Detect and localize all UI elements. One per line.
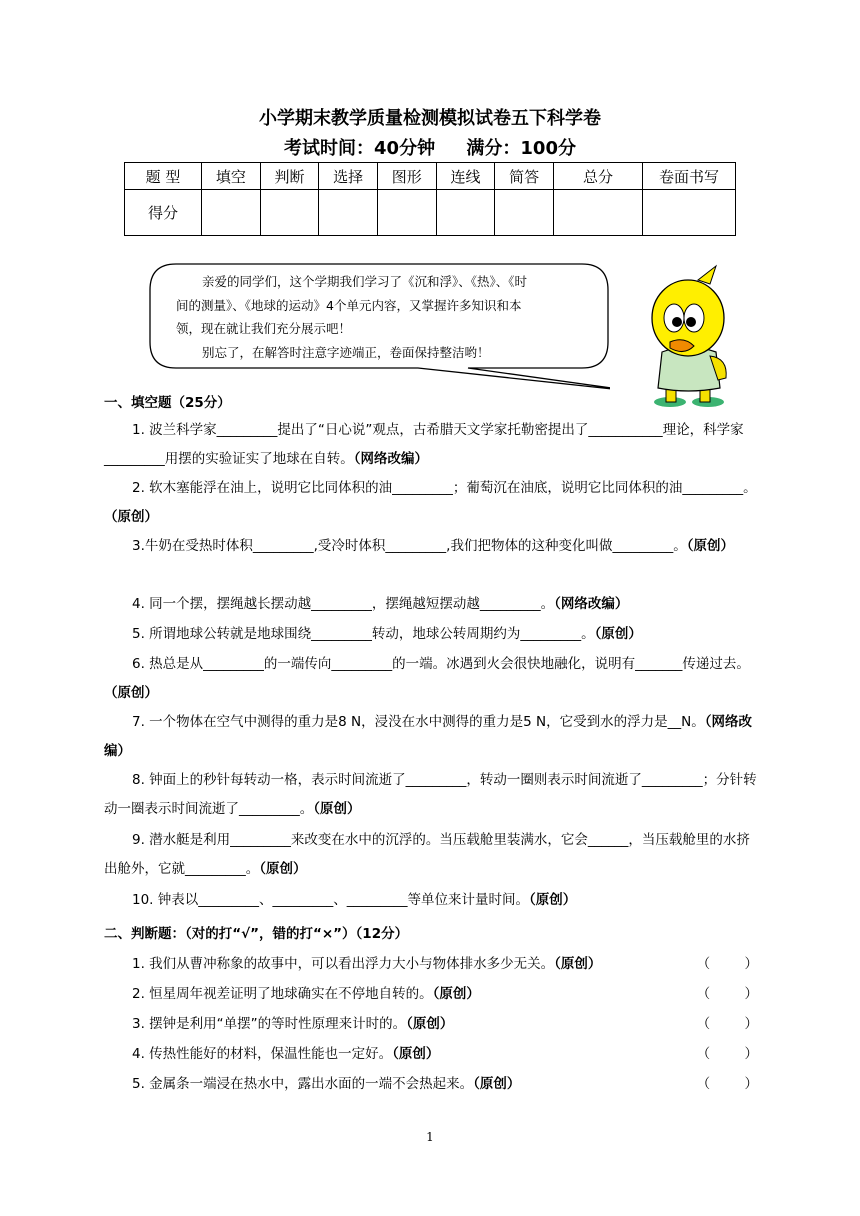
true-false-item: 3. 摆钟是利用“单摆”的等时性原理来计时的。（原创） （ ） [132,1012,758,1032]
fill-question: 5. 所谓地球公转就是地球围绕_________转动，地球公转周期约为_________。（原创） [132,626,642,642]
fill-question: 1. 波兰科学家_________提出了“日心说”观点，古希腊天文学家托勒密提出了___________理论，科学家_________用摆的实验证实了地球在自转。（网络改编） [104,422,744,467]
score-header-cell: 选择 [319,163,378,190]
score-header-cell: 图形 [377,163,436,190]
score-cell[interactable] [319,190,378,236]
answer-parentheses[interactable]: （ ） [696,986,758,1002]
answer-parentheses[interactable]: （ ） [696,1016,758,1032]
answer-parentheses[interactable]: （ ） [696,1076,758,1092]
fill-question: 4. 同一个摆，摆绳越长摆动越_________，摆绳越短摆动越_________。（网络改编） [132,596,629,612]
score-table-header-row [125,163,736,190]
score-cell[interactable] [202,190,261,236]
score-header-cell: 卷面书写 [643,163,736,190]
score-cell[interactable] [436,190,495,236]
page-number: 1 [426,1130,434,1144]
true-false-item: 1. 我们从曹冲称象的故事中，可以看出浮力大小与物体排水多少无关。（原创） （ ） [132,952,758,972]
score-cell[interactable] [554,190,643,236]
answer-parentheses[interactable]: （ ） [696,956,758,972]
bubble-line: 间的测量》、《地球的运动》4个单元内容，又掌握许多知识和本 [176,297,522,313]
fill-question: 7. 一个物体在空气中测得的重力是8 N，浸没在水中测得的重力是5 N，它受到水的浮力是__N。（网络改编） [104,714,752,759]
bubble-line: 别忘了，在解答时注意字迹端正，卷面保持整洁哟！ [202,344,490,360]
score-table-score-row [125,190,736,236]
score-cell[interactable] [260,190,319,236]
bubble-line: 亲爱的同学们，这个学期我们学习了《沉和浮》、《热》、《时 [202,274,528,289]
score-header-cell: 连线 [436,163,495,190]
answer-parentheses[interactable]: （ ） [696,1046,758,1062]
true-false-item: 5. 金属条一端浸在热水中，露出水面的一端不会热起来。（原创） （ ） [132,1072,758,1092]
true-false-item: 4. 传热性能好的材料，保温性能也一定好。（原创） （ ） [132,1042,758,1062]
bubble-line: 领，现在就让我们充分展示吧！ [176,321,352,336]
score-cell[interactable] [377,190,436,236]
score-header-cell: 判断 [260,163,319,190]
score-cell[interactable] [495,190,554,236]
section-fill-blank-heading: 一、填空题（25分） [104,395,231,411]
score-header-cell: 题 型 [125,163,202,190]
chick-mascot-icon [640,262,740,410]
fill-question: 6. 热总是从_________的一端传向_________的一端。冰遇到火会很快地融化，说明有_______传递过去。（原创） [104,656,750,701]
fill-question: 10. 钟表以_________、_________、_________等单位来计量时间。（原创） [132,892,577,908]
true-false-item: 2. 恒星周年视差证明了地球确实在不停地自转的。（原创） （ ） [132,982,758,1002]
fill-question: 8. 钟面上的秒针每转动一格，表示时间流逝了_________，转动一圈则表示时间流逝了_________；分针转动一圈表示时间流逝了_________。（原创） [104,772,757,817]
fill-question: 3.牛奶在受热时体积_________,受冷时体积_________,我们把物体的这种变化叫做_________。（原创） [132,538,734,554]
fill-question: 9. 潜水艇是利用_________来改变在水中的沉浮的。当压载舱里装满水，它会______，当压载舱里的水挤出舱外，它就_________。（原创） [104,832,750,877]
section-true-false-heading: 二、判断题：（对的打“√”，错的打“×”）（12分） [104,926,409,942]
score-table [124,162,736,236]
exam-title: 小学期末教学质量检测模拟试卷五下科学卷 [259,108,601,129]
bubble-message [176,270,596,364]
score-header-cell: 简答 [495,163,554,190]
score-row-label: 得分 [125,190,202,236]
score-header-cell: 填空 [202,163,261,190]
fill-question: 2. 软木塞能浮在油上，说明它比同体积的油_________；葡萄沉在油底，说明它比同体积的油_________。（原创） [104,480,757,525]
exam-subtitle: 考试时间：40分钟 满分：100分 [284,138,576,159]
score-cell[interactable] [643,190,736,236]
score-header-cell: 总分 [554,163,643,190]
